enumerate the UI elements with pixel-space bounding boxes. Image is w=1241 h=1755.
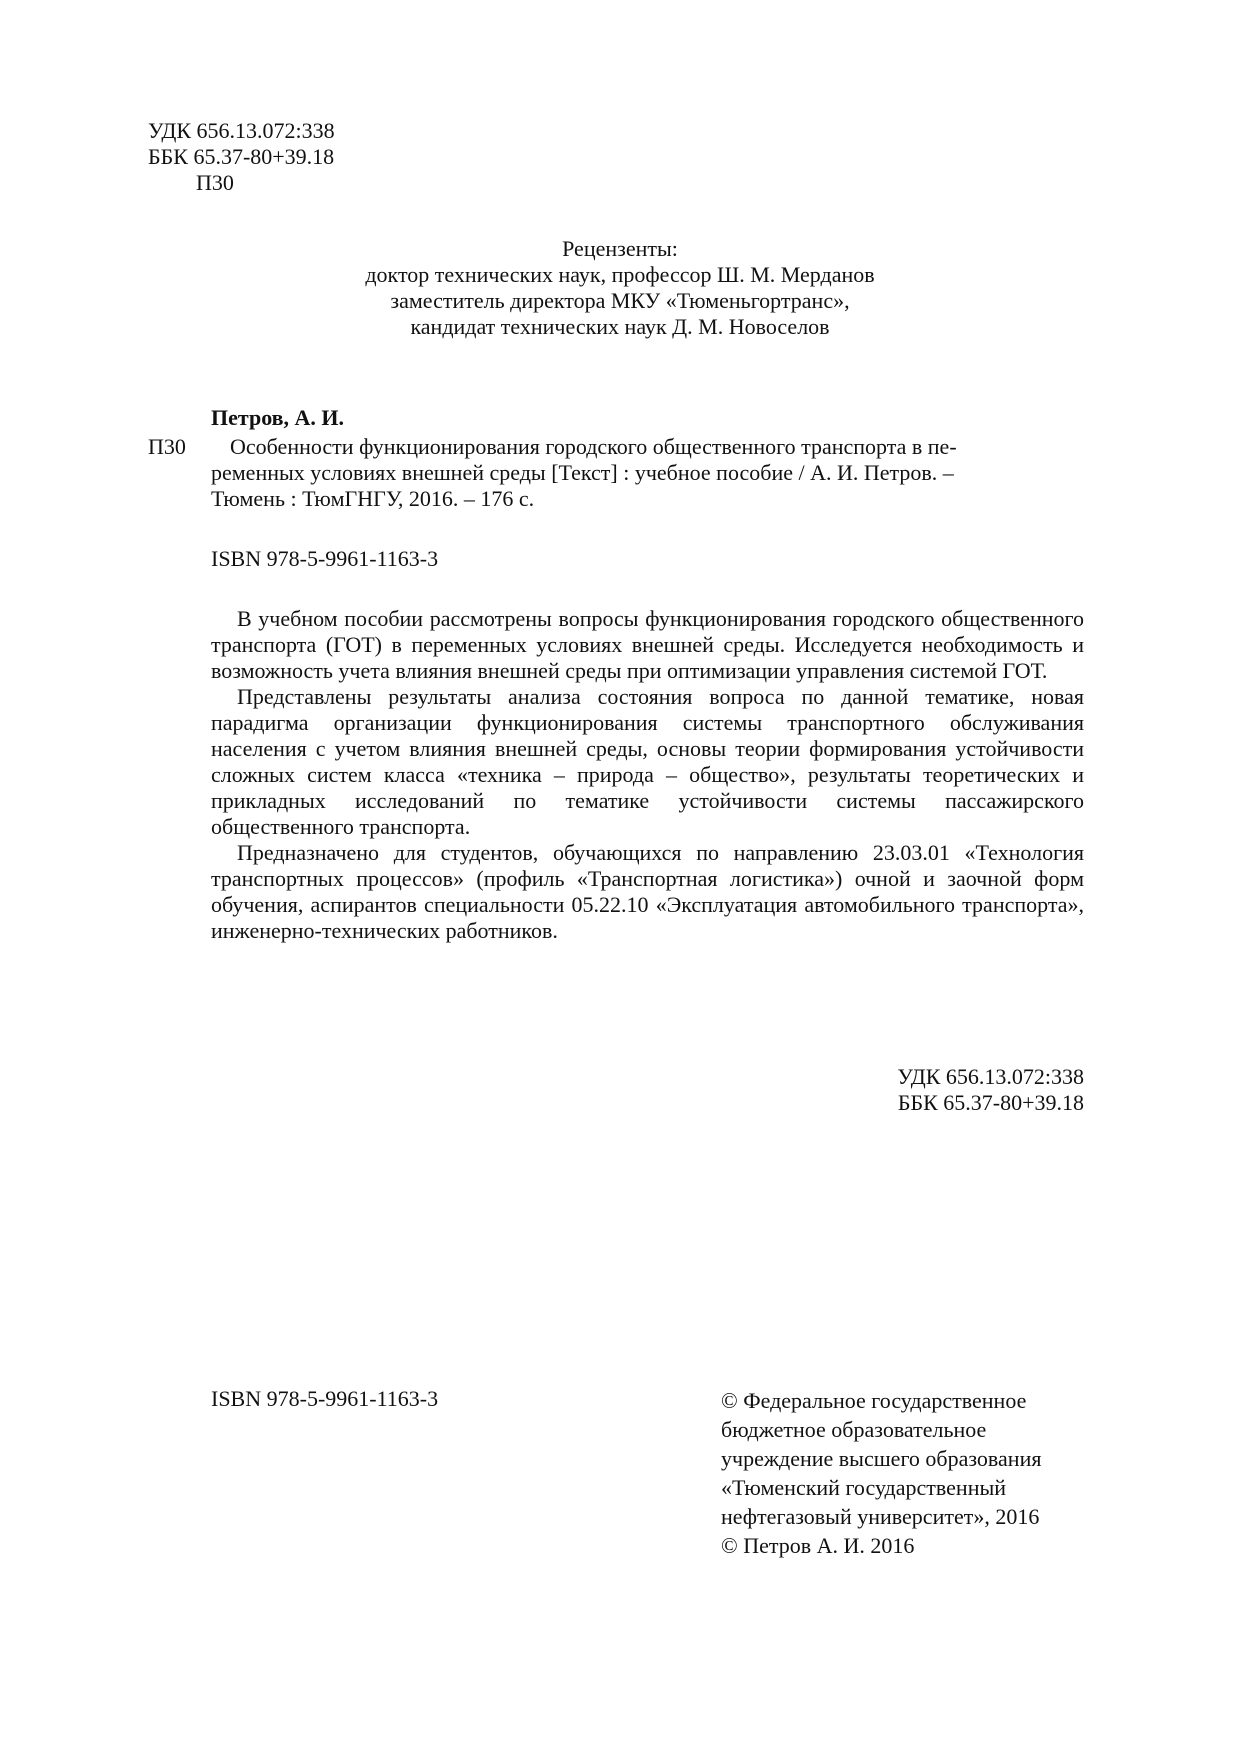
- reviewer-line: заместитель директора МКУ «Тюменьгортранс»,: [390, 288, 850, 313]
- catalog-author: Петров, А. И.: [211, 405, 345, 430]
- catalog-line: Тюмень : ТюмГНГУ, 2016. – 176 с.: [211, 486, 535, 511]
- copyright-block: [721, 1386, 1041, 1560]
- abstract-paragraph: Представлены результаты анализа состояния вопроса по данной тематике, новая парадигма организации функционирования системы транспортного обслуживания населения с учетом влияния внешней среды, основы теории формирования устойчивости сложных систем класса «техника – природа – общество», результаты теоретических и прикладных исследований по тематике устойчивости системы пассажирского общественного транспорта.: [211, 684, 1084, 839]
- copyright-line: «Тюменский государственный: [721, 1475, 1007, 1500]
- author-sign: П30: [196, 170, 234, 195]
- reviewer-line: доктор технических наук, профессор Ш. М. Мерданов: [365, 262, 875, 287]
- catalog-line: Особенности функционирования городского общественного транспорта в пе-: [230, 434, 957, 459]
- reviewers-block: [240, 236, 1000, 340]
- udk-code-bottom: УДК 656.13.072:338: [897, 1064, 1084, 1089]
- copyright-line: нефтегазовый университет», 2016: [721, 1504, 1040, 1529]
- bottom-classification-codes: [897, 1064, 1084, 1116]
- reviewers-title: Рецензенты:: [562, 236, 678, 261]
- abstract-paragraph: В учебном пособии рассмотрены вопросы функционирования городского общественного транспорта (ГОТ) в переменных условиях внешней среды. Исследуется необходимость и возможность учета влияния внешней среды при оптимизации управления системой ГОТ.: [211, 606, 1084, 683]
- udk-code: УДК 656.13.072:338: [148, 118, 335, 143]
- copyright-line: © Федеральное государственное: [721, 1388, 1027, 1413]
- bbk-code-bottom: ББК 65.37-80+39.18: [897, 1090, 1084, 1115]
- catalog-isbn: ISBN 978-5-9961-1163-3: [211, 546, 439, 571]
- catalog-line: ременных условиях внешней среды [Текст] : учебное пособие / А. И. Петров. –: [211, 460, 954, 485]
- top-classification-codes: [148, 118, 335, 196]
- catalog-code: П30: [148, 434, 186, 459]
- bbk-code: ББК 65.37-80+39.18: [148, 144, 335, 169]
- copyright-line: © Петров А. И. 2016: [721, 1533, 915, 1558]
- footer-isbn: ISBN 978-5-9961-1163-3: [211, 1386, 439, 1411]
- abstract-paragraph: Предназначено для студентов, обучающихся по направлению 23.03.01 «Технология транспортных процессов» (профиль «Транспортная логистика») очной и заочной форм обучения, аспирантов специальности 05.22.10 «Эксплуатация автомобильного транспорта», инженерно-технических работников.: [211, 840, 1084, 943]
- copyright-line: бюджетное образовательное: [721, 1417, 987, 1442]
- catalog-description: [211, 434, 1084, 512]
- reviewer-line: кандидат технических наук Д. М. Новоселов: [410, 314, 830, 339]
- copyright-line: учреждение высшего образования: [721, 1446, 1042, 1471]
- abstract: [211, 606, 1084, 944]
